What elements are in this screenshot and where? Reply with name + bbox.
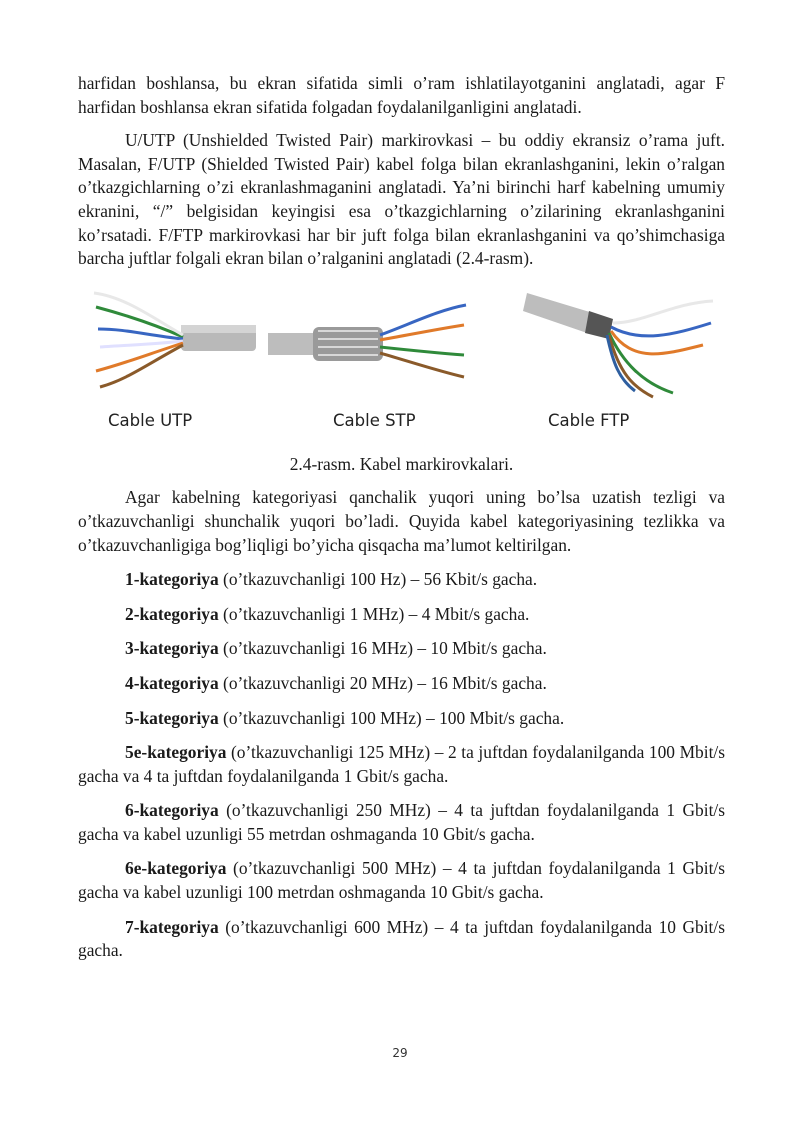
category-desc: (o’tkazuvchanligi 500 MHz) – 4 ta juftdan foydalanilganda 1 Gbit/s gacha va kabel uzunligi 100 metrdan oshmaganda 10 Gbit/s gacha.	[78, 858, 725, 903]
cable-figure	[78, 285, 725, 467]
category-desc: (o’tkazuvchanligi 20 MHz) – 16 Mbit/s gacha.	[218, 672, 547, 693]
category-name: 3-kategoriya	[125, 638, 219, 659]
category-item	[78, 799, 725, 846]
category-desc: (o’tkazuvchanligi 100 Hz) – 56 Kbit/s gacha.	[218, 569, 538, 590]
category-desc: (o’tkazuvchanligi 16 MHz) – 10 Mbit/s gacha.	[218, 638, 547, 659]
category-item	[78, 672, 725, 696]
category-list	[78, 568, 725, 963]
page-number: 29	[392, 1046, 408, 1060]
label-ftp: Cable FTP	[548, 410, 630, 430]
category-name: 7-kategoriya	[125, 916, 219, 937]
paragraph-markings: U/UTP (Unshielded Twisted Pair) markirovkasi – bu oddiy ekransiz o’rama juft. Masalan, F/UTP (Shielded Twisted Pair) kabel folga bilan ekranlashganini, lekin o’ralgan o’tkazgichlarning o’zi ekranlashmaganini anglatadi. Ya’ni birinchi harf kabelning umumiy ekranini, “/” belgisidan keyingisi esa o’tkazgichlarning o’zilarining ekranlashganini ko’rsatadi. F/FTP markirovkasi har bir juft folga bilan ekranlashganini va qo’shimchasiga barcha juftlar folgali ekran bilan o’ralganini anglatadi (2.4-rasm).	[78, 130, 725, 269]
category-item	[78, 603, 725, 627]
category-desc: (o’tkazuvchanligi 1 MHz) – 4 Mbit/s gacha.	[218, 603, 530, 624]
category-name: 6-kategoriya	[125, 800, 219, 821]
category-item	[78, 707, 725, 731]
category-desc: (o’tkazuvchanligi 250 MHz) – 4 ta juftdan foydalanilganda 1 Gbit/s gacha va kabel uzunligi 55 metrdan oshmaganda 10 Gbit/s gacha.	[78, 800, 725, 844]
category-item	[78, 916, 725, 963]
figure-caption: 2.4-rasm. Kabel markirovkalari.	[289, 453, 514, 474]
cable-utp-image	[86, 285, 256, 395]
label-stp: Cable STP	[333, 410, 416, 430]
category-name: 4-kategoriya	[125, 672, 219, 693]
category-name: 2-kategoriya	[125, 603, 219, 624]
category-item	[78, 568, 725, 592]
category-name: 5-kategoriya	[125, 707, 219, 728]
paragraph-intro: harfidan boshlansa, bu ekran sifatida simli o’ram ishlatilayotganini anglatadi, agar F harfidan boshlansa ekran sifatida folgadan foydalanilganligini anglatadi.	[78, 73, 725, 117]
category-desc: (o’tkazuvchanligi 600 MHz) – 4 ta juftdan foydalanilganda 10 Gbit/s gacha.	[78, 916, 725, 961]
cable-ftp-image	[523, 283, 723, 401]
category-name: 1-kategoriya	[125, 569, 219, 590]
category-item	[78, 637, 725, 661]
category-item	[78, 857, 725, 904]
category-name: 5e-kategoriya	[125, 742, 227, 763]
category-desc: (o’tkazuvchanligi 100 MHz) – 100 Mbit/s gacha.	[218, 707, 565, 728]
label-utp: Cable UTP	[108, 410, 193, 430]
category-item	[78, 741, 725, 788]
document-page	[78, 72, 725, 963]
category-desc: (o’tkazuvchanligi 125 MHz) – 2 ta juftdan foydalanilganda 100 Mbit/s gacha va 4 ta juftdan foydalanilganda 1 Gbit/s gacha.	[78, 742, 725, 786]
category-name: 6e-kategoriya	[125, 858, 227, 879]
paragraph-categories-intro: Agar kabelning kategoriyasi qanchalik yuqori uning bo’lsa uzatish tezligi va o’tkazuvchanligi shunchalik yuqori bo’ladi. Quyida kabel kategoriyasining tezlikka va o’tkazuvchanligiga bog’liqligi bo’yicha qisqacha ma’lumot keltirilgan.	[78, 487, 725, 555]
cable-stp-image	[268, 295, 468, 385]
